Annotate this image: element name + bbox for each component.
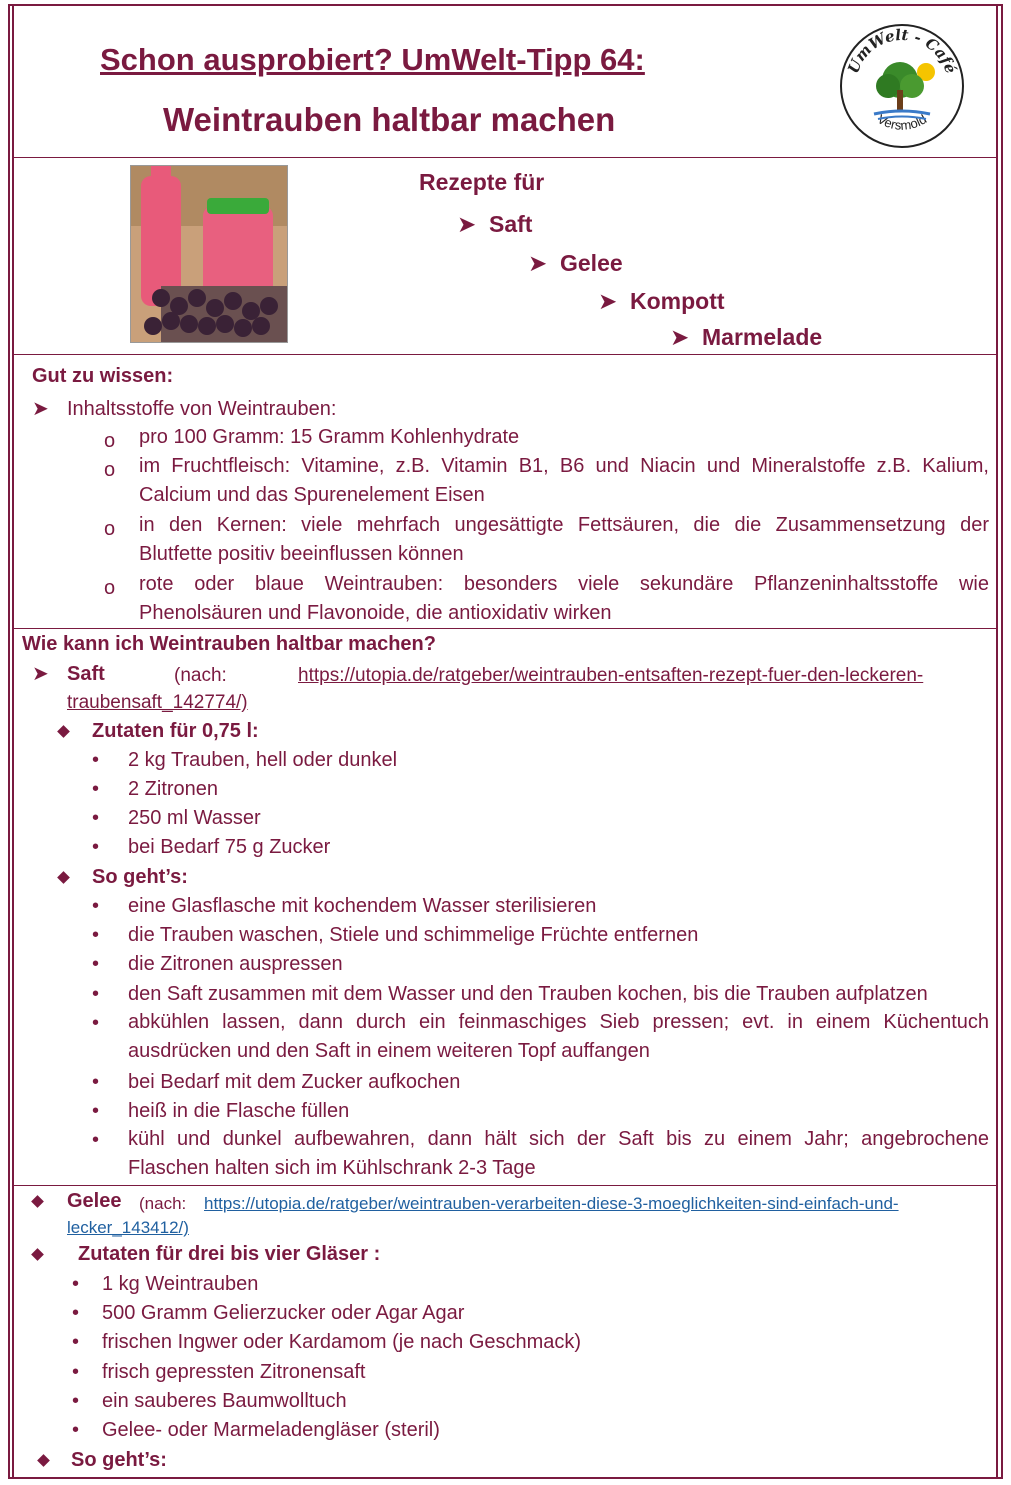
dot-bullet-icon: •	[92, 953, 100, 975]
dot-bullet-icon: •	[72, 1273, 80, 1295]
ingredient-item: frischen Ingwer oder Kardamom (je nach Geschmack)	[102, 1331, 582, 1353]
circle-bullet-icon: o	[104, 430, 116, 452]
page-subtitle: Weintrauben haltbar machen	[163, 101, 616, 138]
svg-text:Versmold: Versmold	[874, 111, 930, 133]
step-item: heiß in die Flasche füllen	[128, 1100, 350, 1122]
gelee-source-link[interactable]: https://utopia.de/ratgeber/weintrauben-verarbeiten-diese-3-moeglichkeiten-sind-einfach-und-	[204, 1194, 899, 1213]
dot-bullet-icon: •	[72, 1419, 80, 1441]
step-item: bei Bedarf mit dem Zucker aufkochen	[128, 1071, 461, 1093]
ingredient-item: 2 kg Trauben, hell oder dunkel	[128, 749, 398, 771]
arrow-bullet-icon: ➤	[32, 398, 49, 420]
gelee-nach: (nach:	[139, 1194, 187, 1213]
arrow-bullet-icon: ➤	[457, 211, 477, 237]
circle-bullet-icon: o	[104, 518, 116, 540]
umwelt-cafe-logo	[838, 22, 966, 150]
divider	[12, 157, 998, 158]
nutrient-item-cont: Calcium und das Spurenelement Eisen	[139, 484, 485, 506]
page-title: Schon ausprobiert? UmWelt-Tipp 64:	[100, 42, 645, 77]
recipe-item: ➤ Gelee	[528, 250, 623, 276]
ingredient-item: frisch gepressten Zitronensaft	[102, 1361, 366, 1383]
saft-steps-heading: So geht’s:	[92, 866, 188, 888]
dot-bullet-icon: •	[92, 895, 100, 917]
arrow-bullet-icon: ➤	[598, 288, 618, 314]
svg-text:UmWelt - Café: UmWelt - Café	[844, 25, 960, 76]
saft-nach: (nach:	[174, 665, 227, 686]
nutrient-item: pro 100 Gramm: 15 Gramm Kohlenhydrate	[139, 426, 520, 448]
step-item-cont: ausdrücken und den Saft in einem weiteren Topf auffangen	[128, 1040, 650, 1062]
nutrient-item: rote oder blaue Weintrauben: besonders viele sekundäre Pflanzeninhaltsstoffe wie	[139, 573, 989, 595]
circle-bullet-icon: o	[104, 577, 116, 599]
dot-bullet-icon: •	[92, 1012, 100, 1034]
dot-bullet-icon: •	[92, 1100, 100, 1122]
dot-bullet-icon: •	[92, 778, 100, 800]
good-to-know-point: ➤ Inhaltsstoffe von Weintrauben:	[32, 398, 337, 420]
saft-source-link-cont[interactable]: traubensaft_142774/)	[67, 692, 248, 713]
dot-bullet-icon: •	[72, 1331, 80, 1353]
dot-bullet-icon: •	[72, 1390, 80, 1412]
ingredient-item: 1 kg Weintrauben	[102, 1273, 259, 1295]
ingredient-item: 500 Gramm Gelierzucker oder Agar Agar	[102, 1302, 465, 1324]
step-item: kühl und dunkel aufbewahren, dann hält sich der Saft bis zu einem Jahr; angebrochene	[128, 1128, 989, 1150]
how-to-heading: Wie kann ich Weintrauben haltbar machen?	[22, 633, 436, 655]
step-item: abkühlen lassen, dann durch ein feinmaschiges Sieb pressen; evt. in einem Küchentuch	[128, 1011, 989, 1033]
nutrient-item-cont: Phenolsäuren und Flavonoide, die antioxidativ wirken	[139, 602, 612, 624]
arrow-bullet-icon: ➤	[528, 250, 548, 276]
saft-label: Saft	[67, 663, 105, 685]
step-item: eine Glasflasche mit kochendem Wasser sterilisieren	[128, 895, 597, 917]
divider	[12, 354, 998, 355]
ingredient-item: Gelee- oder Marmeladengläser (steril)	[102, 1419, 440, 1441]
ingredient-item: 2 Zitronen	[128, 778, 219, 800]
frame-inner-right	[996, 4, 998, 1479]
gelee-ingredients-heading: Zutaten für drei bis vier Gläser :	[78, 1243, 381, 1265]
step-item: den Saft zusammen mit dem Wasser und den Trauben kochen, bis die Trauben aufplatzen	[128, 983, 928, 1005]
dot-bullet-icon: •	[92, 1129, 100, 1151]
dot-bullet-icon: •	[92, 836, 100, 858]
ingredient-item: 250 ml Wasser	[128, 807, 261, 829]
recipes-heading: Rezepte für	[419, 169, 545, 195]
grape-juice-photo	[130, 165, 288, 343]
divider	[12, 1185, 998, 1186]
good-to-know-heading: Gut zu wissen:	[32, 365, 174, 387]
step-item: die Zitronen auspressen	[128, 953, 343, 975]
step-item-cont: Flaschen halten sich im Kühlschrank 2-3 Tage	[128, 1157, 536, 1179]
dot-bullet-icon: •	[72, 1302, 80, 1324]
step-item: die Trauben waschen, Stiele und schimmelige Früchte entfernen	[128, 924, 699, 946]
saft-ingredients-heading: Zutaten für 0,75 l:	[92, 720, 259, 742]
recipe-item: ➤ Kompott	[598, 288, 725, 314]
dot-bullet-icon: •	[92, 1071, 100, 1093]
arrow-bullet-icon: ➤	[32, 663, 49, 685]
dot-bullet-icon: •	[92, 924, 100, 946]
arrow-bullet-icon: ➤	[670, 324, 690, 350]
gelee-source-link-cont[interactable]: lecker_143412/)	[67, 1218, 189, 1237]
ingredient-item: ein sauberes Baumwolltuch	[102, 1390, 347, 1412]
dot-bullet-icon: •	[72, 1361, 80, 1383]
nutrient-item-cont: Blutfette positiv beeinflussen können	[139, 543, 464, 565]
gelee-steps-heading: So geht’s:	[71, 1449, 167, 1471]
gelee-label: Gelee	[67, 1190, 122, 1212]
circle-bullet-icon: o	[104, 459, 116, 481]
nutrient-item: in den Kernen: viele mehrfach ungesättigte Fettsäuren, die die Zusammensetzung der	[139, 514, 989, 536]
dot-bullet-icon: •	[92, 807, 100, 829]
recipe-item: ➤ Saft	[457, 211, 533, 237]
recipe-item: ➤ Marmelade	[670, 324, 823, 350]
dot-bullet-icon: •	[92, 749, 100, 771]
saft-source-link[interactable]: https://utopia.de/ratgeber/weintrauben-entsaften-rezept-fuer-den-leckeren-	[298, 665, 924, 686]
dot-bullet-icon: •	[92, 983, 100, 1005]
ingredient-item: bei Bedarf 75 g Zucker	[128, 836, 331, 858]
frame-inner-left	[12, 4, 14, 1479]
nutrient-item: im Fruchtfleisch: Vitamine, z.B. Vitamin B1, B6 und Niacin und Mineralstoffe z.B. Kalium,	[139, 455, 989, 477]
divider	[12, 628, 998, 629]
